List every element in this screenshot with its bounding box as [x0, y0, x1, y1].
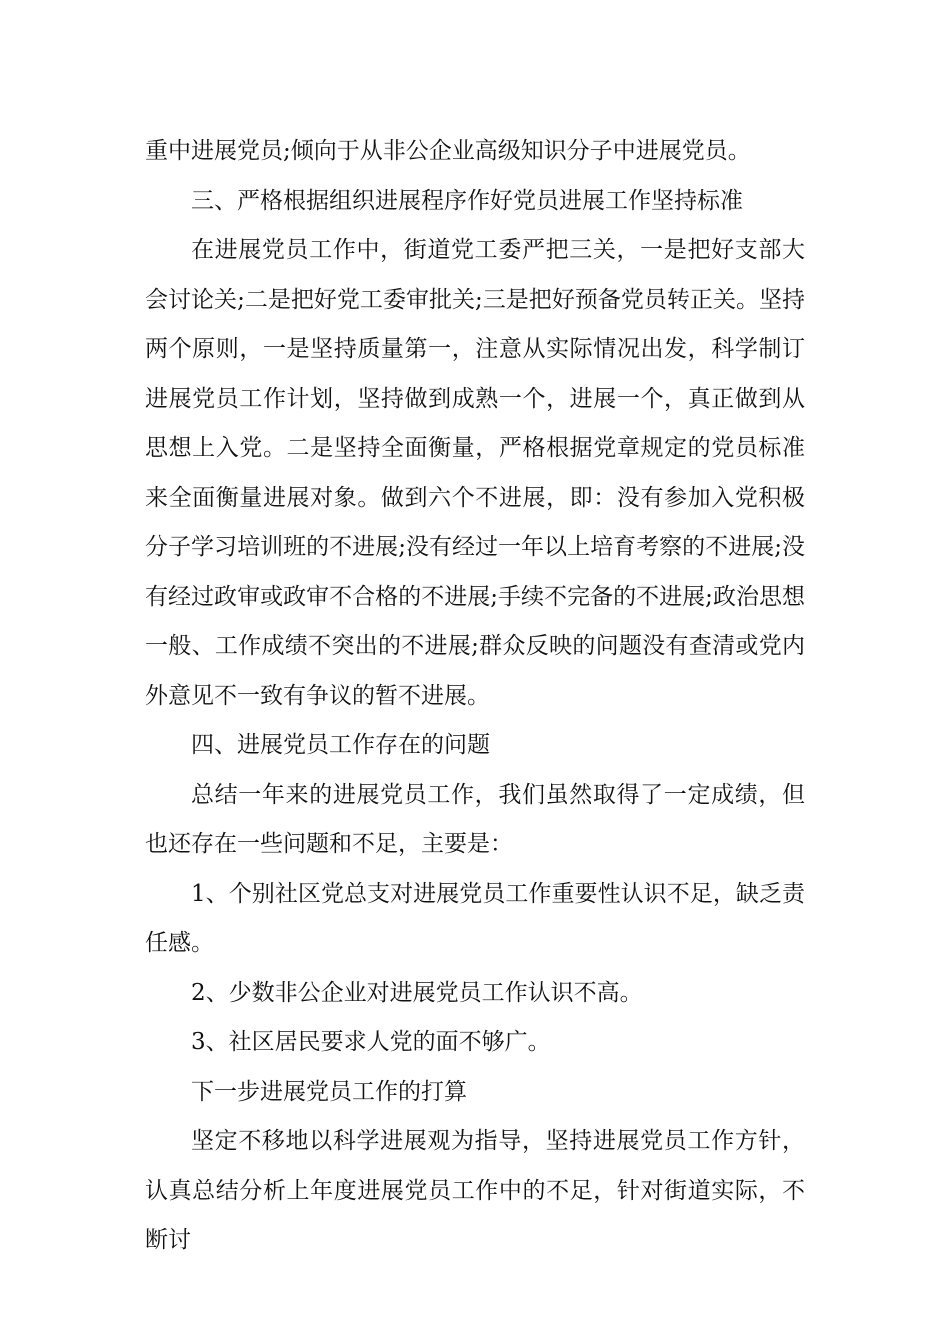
section-heading-3: 三、严格根据组织进展程序作好党员进展工作坚持标准: [191, 187, 743, 214]
list-item-1: 1、个别社区党总支对进展党员工作重要性认识不足，缺乏责任感。: [145, 880, 805, 956]
list-item-2: 2、少数非公企业对进展党员工作认识不高。: [191, 979, 643, 1006]
paragraph-plan: 坚定不移地以科学进展观为指导，坚持进展党员工作方针，认真总结分析上年度进展党员工作中的不足，针对街道实际，不断讨: [145, 1128, 805, 1253]
section-heading-4: 四、进展党员工作存在的问题: [191, 732, 490, 758]
list-item-3: 3、社区居民要求人党的面不够广。: [191, 1029, 551, 1055]
paragraph-continuation: 重中进展党员;倾向于从非公企业高级知识分子中进展党员。: [145, 138, 751, 164]
document-body: [145, 127, 805, 1266]
paragraph-standards: 在进展党员工作中，街道党工委严把三关，一是把好支部大会讨论关;二是把好党工委审批关;三是把好预备党员转正关。坚持两个原则，一是坚持质量第一，注意从实际情况出发，科学制订进展党员工作计划，坚持做到成熟一个，进展一个，真正做到从思想上入党。二是坚持全面衡量，严格根据党章规定的党员标准来全面衡量进展对象。做到六个不进展，即：没有参加入党积极分子学习培训班的不进展;没有经过一年以上培育考察的不进展;没有经过政审或政审不合格的不进展;手续不完备的不进展;政治思想一般、工作成绩不突出的不进展;群众反映的问题没有查清或党内外意见不一致有争议的暂不进展。: [145, 237, 805, 709]
section-heading-next-steps: 下一步进展党员工作的打算: [191, 1078, 467, 1105]
paragraph-summary: 总结一年来的进展党员工作，我们虽然取得了一定成绩，但也还存在一些问题和不足，主要是：: [145, 781, 805, 857]
